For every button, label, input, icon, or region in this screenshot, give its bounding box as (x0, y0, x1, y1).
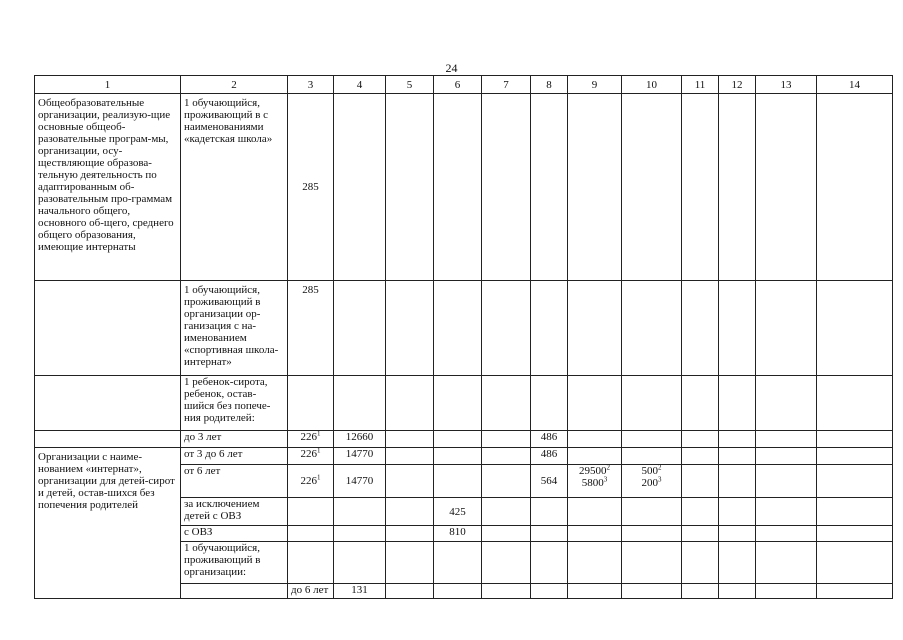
header-cell: 6 (434, 76, 482, 94)
value-text: 226 (300, 431, 317, 443)
value-cell: 285 (288, 281, 334, 376)
category-cell: 1 ребенок-сирота, ребенок, остав-шийся без попече-ния родителей: (181, 376, 288, 431)
table-row (35, 94, 893, 281)
category-cell: 1 обучающийся, проживающий в с наименованиями «кадетская школа» (181, 94, 288, 281)
header-cell: 5 (386, 76, 434, 94)
table-row (35, 376, 893, 431)
value-cell (288, 431, 334, 448)
table-row (35, 448, 893, 465)
footnote-mark: 3 (603, 475, 608, 484)
footnote-mark: 3 (658, 475, 662, 484)
header-cell: 4 (334, 76, 386, 94)
table-row (35, 281, 893, 376)
value-cell: 486 (531, 431, 568, 448)
header-cell: 14 (817, 76, 893, 94)
category-cell: за исключением детей с ОВЗ (181, 498, 288, 526)
category-cell: 1 обучающийся, проживающий в организации: (181, 542, 288, 584)
value-cell: 14770 (334, 465, 386, 498)
header-cell: 3 (288, 76, 334, 94)
value-cell: 285 (288, 94, 334, 281)
category-cell: 1 обучающийся, проживающий в организации ор-ганизация с на-именованием «спортивная школа-интернат» (181, 281, 288, 376)
header-cell: 12 (719, 76, 756, 94)
header-cell: 8 (531, 76, 568, 94)
value-cell: 131 (334, 584, 386, 599)
header-row (35, 76, 893, 94)
footnote-mark: 1 (317, 430, 321, 438)
footnote-mark: 2 (606, 464, 610, 472)
value-cell: 425 (434, 498, 482, 526)
header-cell: 1 (35, 76, 181, 94)
value-cell (568, 465, 622, 498)
header-cell: 7 (482, 76, 531, 94)
value-cell: 810 (434, 526, 482, 542)
value-text: 200 (641, 477, 658, 489)
value-cell (288, 465, 334, 498)
category-cell: от 3 до 6 лет (181, 448, 288, 465)
value-cell (622, 465, 682, 498)
value-text: 500 (641, 465, 658, 477)
value-cell: 564 (531, 465, 568, 498)
organization-type-cell: Организации с наиме-нованием «интернат», организации для детей-сирот и детей, остав-шихся без попечения родителей (35, 448, 181, 599)
data-table (34, 75, 893, 599)
footnote-mark: 1 (317, 473, 321, 482)
value-text: 226 (300, 475, 317, 487)
category-cell: до 6 лет (288, 584, 334, 599)
header-cell: 9 (568, 76, 622, 94)
footnote-mark: 2 (658, 464, 662, 472)
table-row (35, 431, 893, 448)
value-text: 29500 (579, 465, 607, 477)
header-cell: 13 (756, 76, 817, 94)
footnote-mark: 1 (317, 447, 321, 455)
value-cell: 14770 (334, 448, 386, 465)
value-text: 226 (300, 448, 317, 460)
value-cell (288, 448, 334, 465)
organization-type-cell: Общеобразовательные организации, реализую-щие основные общеоб-разовательные програм-мы, организации, осу-ществляющие образова-тельную деятельность по адаптированным об-разовательным про-граммам начального общего, основного об-щего, среднего общего образования, имеющие интернаты (35, 94, 181, 281)
category-cell: до 3 лет (181, 431, 288, 448)
value-cell: 12660 (334, 431, 386, 448)
header-cell: 2 (181, 76, 288, 94)
value-cell: 486 (531, 448, 568, 465)
page-number: 24 (445, 61, 458, 75)
header-cell: 11 (682, 76, 719, 94)
header-cell: 10 (622, 76, 682, 94)
value-text: 5800 (581, 477, 604, 489)
category-cell: с ОВЗ (181, 526, 288, 542)
category-cell: от 6 лет (181, 465, 288, 498)
